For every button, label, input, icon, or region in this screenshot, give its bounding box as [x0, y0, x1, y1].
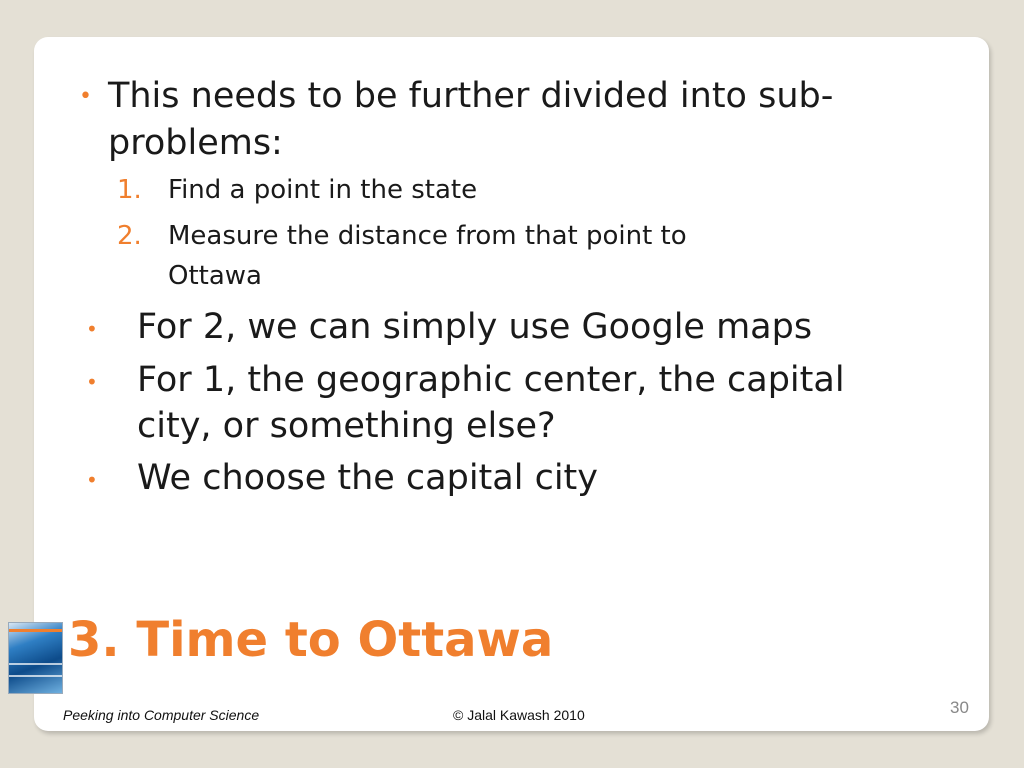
bullet-dot-icon: •: [79, 84, 92, 109]
footer-copyright: © Jalal Kawash 2010: [453, 707, 585, 723]
page-number: 30: [950, 698, 969, 717]
numbered-item-text: Measure the distance from that point to: [168, 221, 687, 251]
numbered-item-text: Find a point in the state: [168, 175, 478, 205]
bullet-text: For 1, the geographic center, the capital: [137, 360, 845, 400]
bullet-text: This needs to be further divided into sub-: [108, 76, 834, 116]
bullet-text: We choose the capital city: [137, 458, 598, 498]
list-number: 1.: [117, 175, 142, 205]
bullet-text: For 2, we can simply use Google maps: [137, 307, 813, 347]
list-number: 2.: [117, 221, 142, 251]
footer-book-title: Peeking into Computer Science: [63, 707, 260, 723]
numbered-item-text: Ottawa: [168, 261, 262, 291]
bullet-text: problems:: [108, 123, 283, 163]
book-cover-icon: [8, 622, 63, 694]
slide-title: 3. Time to Ottawa: [68, 612, 554, 668]
bullet-dot-icon: •: [86, 468, 98, 492]
bullet-text: city, or something else?: [137, 406, 556, 446]
bullet-dot-icon: •: [86, 317, 98, 341]
bullet-dot-icon: •: [86, 370, 98, 394]
